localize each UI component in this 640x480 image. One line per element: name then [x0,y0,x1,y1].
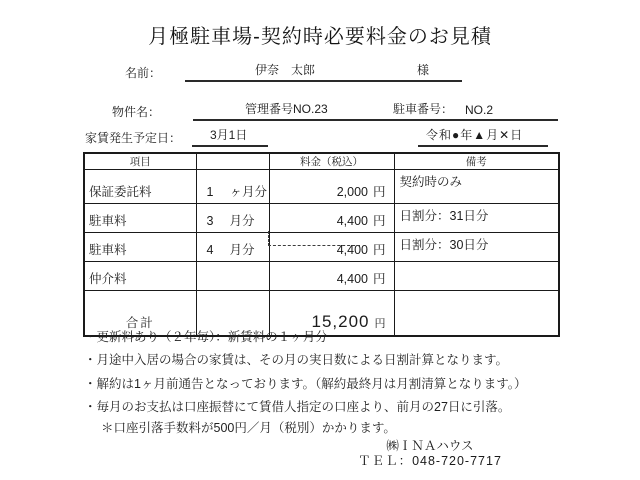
table-row [84,170,559,204]
row-fee [269,262,394,291]
note-prorated-rent: ・月途中入居の場合の家賃は、その月の実日数による日割計算となります。 [84,353,509,367]
parking-number-value: NO.2 [465,103,494,117]
table-row [84,204,559,233]
name-value: 伊奈 太郎 [255,63,316,77]
currency-label: 円 [372,214,386,228]
era-date-field [418,127,548,147]
property-label: 物件名： [112,105,161,119]
header-item: 項目 [84,153,196,170]
note-debit-fee: ＊口座引落手数料が500円／月（税別）かかります。 [101,421,396,435]
qty-unit: ヶ月分 [229,185,267,199]
table-row [84,233,559,262]
row-qty [196,204,269,233]
currency-label: 円 [374,318,386,330]
property-field [193,101,558,121]
fee-amount: 4,400 [336,214,368,228]
qty-unit: 月分 [229,243,255,257]
property-value: 管理番号NO.23 [245,102,328,116]
rent-date-field [192,127,268,147]
row-remarks [394,262,559,291]
currency-label: 円 [372,272,386,286]
total-amount: 15,200 [311,312,370,331]
fee-amount: 2,000 [336,185,368,199]
header-qty [196,153,269,170]
row-qty [196,262,269,291]
row-qty [196,170,269,204]
pagebreak-dash-horizontal [268,245,360,246]
row-remarks: 日割分：31日分 [394,204,559,233]
name-label: 名前： [125,66,162,80]
qty-number: 4 [206,243,214,257]
row-qty [196,233,269,262]
row-item: 保証委託料 [84,170,196,204]
fee-amount: 4,400 [336,272,368,286]
currency-label: 円 [372,243,386,257]
total-remarks-empty [394,291,559,337]
company-name: ㈱ＩＮＡハウス [386,439,474,453]
row-item: 駐車料 [84,204,196,233]
row-item: 仲介料 [84,262,196,291]
header-fee: 料金（税込） [269,153,394,170]
era-date-value: 令和●年▲月✕日 [426,128,524,142]
company-tel: ＴＥＬ：048-720-7717 [358,454,502,468]
row-remarks: 契約時のみ [394,170,559,204]
qty-number: 3 [206,214,214,228]
qty-number: 1 [206,185,214,199]
currency-label: 円 [372,185,386,199]
total-label: 合計 [84,291,196,337]
row-remarks: 日割分：30日分 [394,233,559,262]
honorific-label: 様 [417,63,430,77]
note-payment: ・毎月のお支払は口座振替にて賃借人指定の口座より、前月の27日に引落。 [84,400,511,414]
fee-table-header-row [84,153,559,170]
note-cancellation: ・解約は1ヶ月前通告となっております。（解約最終月は月割清算となります。） [84,377,527,391]
row-fee [269,170,394,204]
parking-number-label: 駐車番号： [393,102,454,116]
note-renewal: ・更新料あり（２年毎）：新賃料の１ヶ月分 [84,330,328,344]
table-row [84,262,559,291]
rent-date-value: 3月1日 [210,128,248,142]
pagebreak-dash-vertical [268,231,269,246]
header-remarks: 備考 [394,153,559,170]
qty-unit: 月分 [229,214,255,228]
row-item: 駐車料 [84,233,196,262]
rent-date-label: 家賃発生予定日： [85,131,182,145]
page-title: 月極駐車場-契約時必要料金のお見積 [148,26,492,48]
name-field [185,62,462,82]
row-fee [269,204,394,233]
fee-amount: 4,400 [336,243,368,257]
row-fee [269,233,394,262]
